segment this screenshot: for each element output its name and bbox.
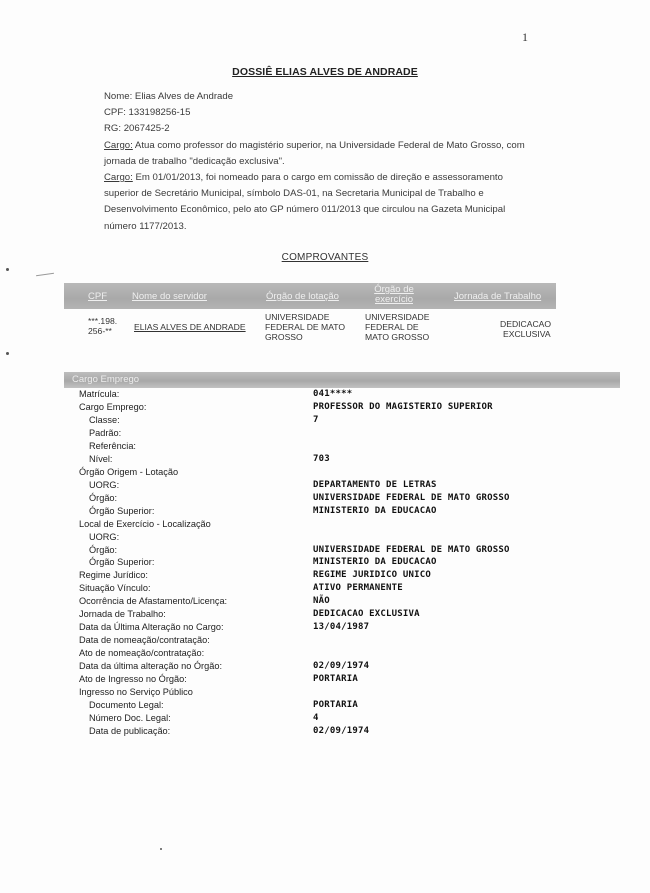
detail-value: 4 bbox=[313, 713, 319, 723]
detail-row bbox=[0, 596, 650, 609]
cargo-text: Atua como professor do magistério superior, na Universidade Federal de Mato Grosso, com jornada de trabalho "dedicação exclusiva". bbox=[104, 139, 525, 167]
cell-lotacao-line1: UNIVERSIDADE bbox=[265, 312, 330, 322]
cell-jornada-line2: EXCLUSIVA bbox=[503, 329, 551, 339]
comprovantes-table-header bbox=[64, 283, 556, 309]
detail-row bbox=[0, 428, 650, 441]
detail-value: REGIME JURIDICO UNICO bbox=[313, 570, 431, 581]
detail-row bbox=[0, 467, 650, 480]
detail-row bbox=[0, 570, 650, 583]
detail-label: Órgão Superior: bbox=[89, 557, 155, 568]
detail-label: Órgão: bbox=[89, 544, 118, 555]
detail-row bbox=[0, 609, 650, 622]
detail-value: 02/09/1974 bbox=[313, 661, 370, 672]
cell-cpf-line2: 256-** bbox=[88, 326, 112, 336]
detail-row bbox=[0, 441, 650, 454]
detail-value: PROFESSOR DO MAGISTERIO SUPERIOR bbox=[313, 401, 493, 412]
detail-row bbox=[0, 493, 650, 506]
detail-row bbox=[0, 713, 650, 726]
scan-mark bbox=[36, 273, 54, 276]
detail-label: Órgão: bbox=[89, 492, 118, 503]
page-number: 1 bbox=[522, 30, 528, 44]
detail-row bbox=[0, 687, 650, 700]
detail-value: UNIVERSIDADE FEDERAL DE MATO GROSSO bbox=[313, 492, 510, 503]
detail-label: Jornada de Trabalho: bbox=[79, 609, 166, 620]
detail-label: Padrão: bbox=[89, 427, 122, 438]
detail-label: Data de nomeação/contratação: bbox=[79, 635, 210, 646]
bio-cpf: CPF: 133198256-15 bbox=[104, 107, 191, 119]
detail-value: MINISTERIO DA EDUCACAO bbox=[313, 505, 437, 516]
detail-row bbox=[0, 661, 650, 674]
detail-value: 13/04/1987 bbox=[313, 622, 370, 633]
header-jornada: Jornada de Trabalho bbox=[454, 291, 542, 302]
detail-label: UORG: bbox=[89, 531, 120, 542]
cargo-text: Em 01/01/2013, foi nomeado para o cargo em comissão de direção e assessoramento superior de Secretário Municipal, símbolo DAS-01, na Secretaria Municipal de Trabalho e Desenvolvimento Econômico, pelo ato GP número 011/2013 que circulou na Gazeta Municipal número 1177/2013. bbox=[104, 172, 506, 232]
detail-value: 041**** bbox=[313, 389, 353, 399]
detail-value: PORTARIA bbox=[313, 700, 358, 711]
detail-row bbox=[0, 635, 650, 648]
detail-value: ATIVO PERMANENTE bbox=[313, 583, 403, 594]
detail-value: 7 bbox=[313, 414, 319, 425]
detail-label: Matrícula: bbox=[79, 389, 120, 399]
detail-label: Data da última alteração no Órgão: bbox=[79, 661, 222, 672]
detail-value: PORTARIA bbox=[313, 674, 358, 685]
bio-section bbox=[104, 89, 534, 235]
scan-speck bbox=[6, 352, 9, 355]
detail-row bbox=[0, 583, 650, 596]
detail-row bbox=[0, 532, 650, 545]
detail-value: 703 bbox=[313, 453, 330, 464]
detail-row bbox=[0, 389, 650, 402]
detail-value: NÃO bbox=[313, 596, 330, 607]
detail-row bbox=[0, 700, 650, 713]
cell-exercicio-line1: UNIVERSIDADE bbox=[365, 312, 430, 322]
header-nome: Nome do servidor bbox=[132, 291, 207, 302]
table-row bbox=[0, 312, 650, 348]
cell-jornada-line1: DEDICACAO bbox=[500, 319, 552, 329]
detail-label: Cargo Emprego: bbox=[79, 401, 147, 412]
detail-label: Órgão Superior: bbox=[89, 505, 155, 516]
detail-row bbox=[0, 545, 650, 558]
detail-label: Classe: bbox=[89, 414, 120, 425]
cargo-label: Cargo: bbox=[104, 172, 133, 184]
detail-label: Local de Exercício - Localização bbox=[79, 518, 211, 529]
detail-row bbox=[0, 415, 650, 428]
cell-lotacao-line3: GROSSO bbox=[265, 332, 303, 342]
detail-row bbox=[0, 557, 650, 570]
cell-lotacao-line2: FEDERAL DE MATO bbox=[265, 322, 346, 332]
detail-label: Número Doc. Legal: bbox=[89, 713, 171, 723]
detail-row bbox=[0, 506, 650, 519]
detail-row bbox=[0, 648, 650, 661]
detail-label: Referência: bbox=[89, 440, 136, 451]
cell-nome: ELIAS ALVES DE ANDRADE bbox=[134, 322, 246, 332]
cargo-emprego-bar-label: Cargo Emprego bbox=[72, 374, 140, 385]
detail-row bbox=[0, 674, 650, 687]
detail-label: Regime Jurídico: bbox=[79, 570, 148, 581]
bio-cargo-1 bbox=[104, 138, 534, 170]
header-exercicio bbox=[364, 285, 424, 305]
detail-label: Ingresso no Serviço Público bbox=[79, 687, 193, 698]
cargo-emprego-bar bbox=[64, 372, 620, 388]
bio-rg: RG: 2067425-2 bbox=[104, 123, 170, 135]
detail-value: DEPARTAMENTO DE LETRAS bbox=[313, 479, 437, 490]
header-exercicio-line1: Órgão de bbox=[374, 284, 414, 295]
detail-label: Data da Última Alteração no Cargo: bbox=[79, 622, 224, 633]
document-title: DOSSIÊ ELIAS ALVES DE ANDRADE bbox=[232, 66, 418, 78]
scan-speck bbox=[160, 848, 162, 850]
detail-row bbox=[0, 402, 650, 415]
bio-nome: Nome: Elias Alves de Andrade bbox=[104, 91, 234, 102]
detail-row bbox=[0, 454, 650, 467]
detail-row bbox=[0, 519, 650, 532]
detail-value: MINISTERIO DA EDUCACAO bbox=[313, 557, 437, 568]
cell-exercicio-line3: MATO GROSSO bbox=[365, 332, 430, 342]
detail-value: DEDICACAO EXCLUSIVA bbox=[313, 609, 420, 620]
header-exercicio-line2: exercício bbox=[374, 294, 413, 305]
detail-label: Situação Vínculo: bbox=[79, 583, 151, 594]
detail-value: UNIVERSIDADE FEDERAL DE MATO GROSSO bbox=[313, 544, 510, 555]
detail-value: 02/09/1974 bbox=[313, 725, 370, 736]
detail-label: UORG: bbox=[89, 479, 120, 490]
detail-label: Ocorrência de Afastamento/Licença: bbox=[79, 596, 228, 607]
comprovantes-title: COMPROVANTES bbox=[281, 252, 369, 263]
cargo-label: Cargo: bbox=[104, 139, 133, 151]
detail-label: Nível: bbox=[89, 453, 113, 464]
bio-cargo-2 bbox=[104, 170, 534, 235]
detail-label: Órgão Origem - Lotação bbox=[79, 466, 179, 477]
detail-label: Ato de Ingresso no Órgão: bbox=[79, 674, 187, 685]
detail-row bbox=[0, 726, 650, 739]
detail-row bbox=[0, 622, 650, 635]
cell-exercicio-line2: FEDERAL DE bbox=[365, 322, 419, 332]
scan-speck bbox=[6, 268, 9, 271]
detail-row bbox=[0, 480, 650, 493]
header-cpf: CPF bbox=[88, 291, 107, 302]
header-lotacao: Órgão de lotação bbox=[266, 291, 339, 302]
detail-label: Data de publicação: bbox=[89, 725, 171, 736]
cell-cpf-line1: ***.198. bbox=[88, 316, 118, 326]
detail-label: Ato de nomeação/contratação: bbox=[79, 648, 205, 659]
detail-label: Documento Legal: bbox=[89, 700, 164, 711]
